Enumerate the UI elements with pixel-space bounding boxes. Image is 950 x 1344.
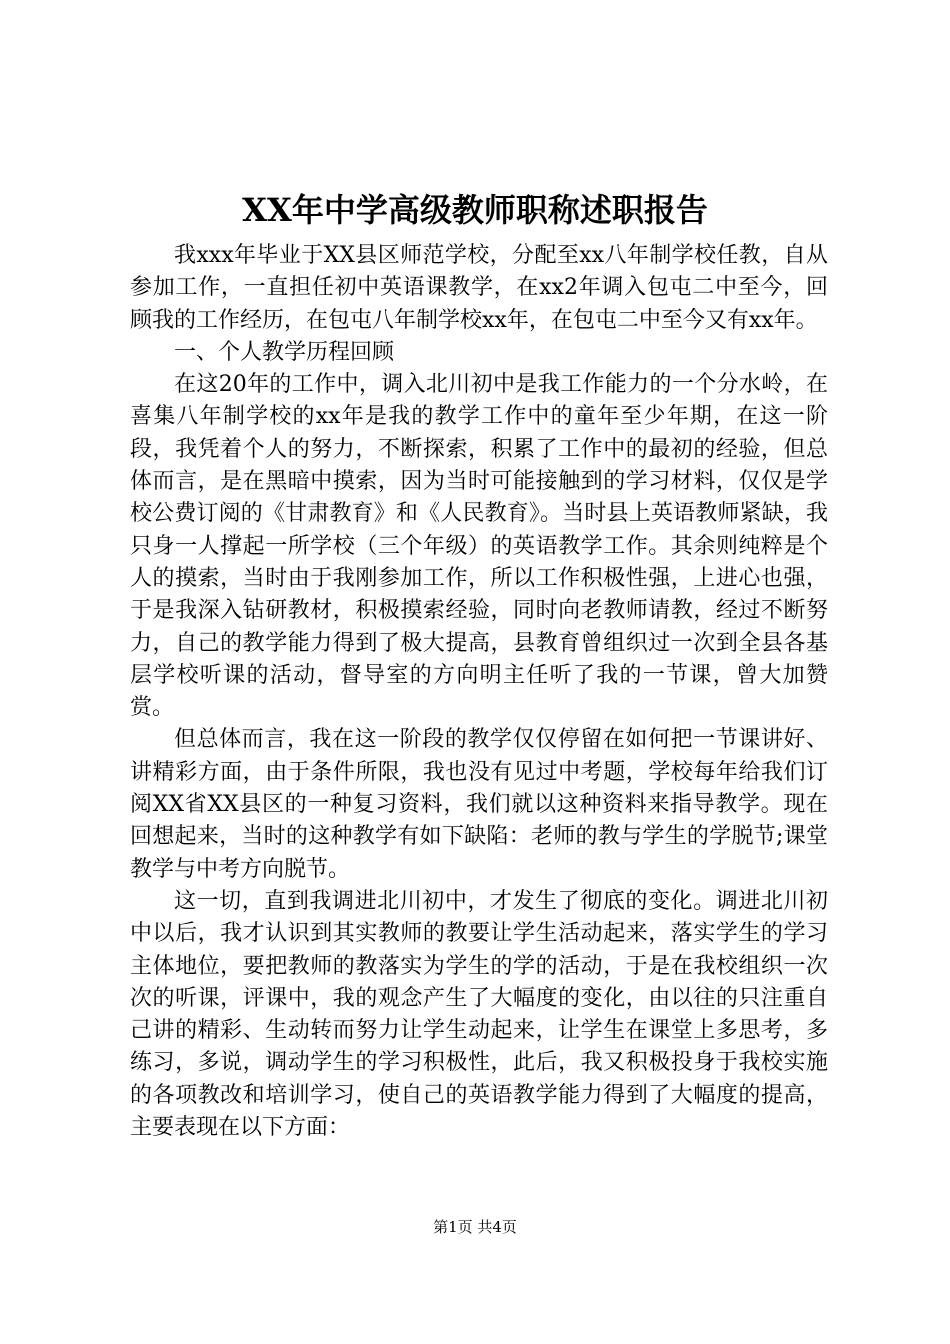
document-title: XX年中学高级教师职称述职报告 (242, 191, 708, 229)
paragraph-early-career: 在这20年的工作中，调入北川初中是我工作能力的一个分水岭，在喜集八年制学校的xx年是我的教学工作中的童年至少年期，在这一阶段，我凭着个人的努力，不断探索，积累了工作中的最初的经验，但总体而言，是在黑暗中摸索，因为当时可能接触到的学习材料，仅仅是学校公费订阅的《甘肃教育》和《人民教育》。当时县上英语教师紧缺，我只身一人撑起一所学校（三个年级）的英语教学工作。其余则纯粹是个人的摸索，当时由于我刚参加工作，所以工作积极性强，上进心也强，于是我深入钻研教材，积极摸索经验，同时向老教师请教，经过不断努力，自己的教学能力得到了极大提高，县教育曾组织过一次到全县各基层学校听课的活动，督导室的方向明主任听了我的一节课，曾大加赞赏。 (130, 372, 828, 721)
page-footer: 第1页 共4页 (433, 1218, 517, 1236)
document-body (130, 240, 828, 1144)
paragraph-limitations: 但总体而言，我在这一阶段的教学仅仅停留在如何把一节课讲好、讲精彩方面，由于条件所限，我也没有见过中考题，学校每年给我们订阅XX省XX县区的一种复习资料，我们就以这种资料来指导教学。现在回想起来，当时的这种教学有如下缺陷：老师的教与学生的学脱节;课堂教学与中考方向脱节。 (130, 727, 828, 882)
section-heading-teaching-history: 一、个人教学历程回顾 (174, 339, 395, 365)
paragraph-transformation: 这一切，直到我调进北川初中，才发生了彻底的变化。调进北川初中以后，我才认识到其实教师的教要让学生活动起来，落实学生的学习主体地位，要把教师的教落实为学生的学的活动，于是在我校组织一次次的听课，评课中，我的观念产生了大幅度的变化，由以往的只注重自己讲的精彩、生动转而努力让学生动起来，让学生在课堂上多思考，多练习，多说，调动学生的学习积极性，此后，我又积极投身于我校实施的各项教改和培训学习，使自己的英语教学能力得到了大幅度的提高，主要表现在以下方面： (130, 888, 828, 1141)
paragraph-intro: 我xxx年毕业于XX县区师范学校，分配至xx八年制学校任教，自从参加工作，一直担任初中英语课教学，在xx2年调入包屯二中至今，回顾我的工作经历，在包屯八年制学校xx年，在包屯二中至今又有xx年。 (130, 243, 828, 333)
